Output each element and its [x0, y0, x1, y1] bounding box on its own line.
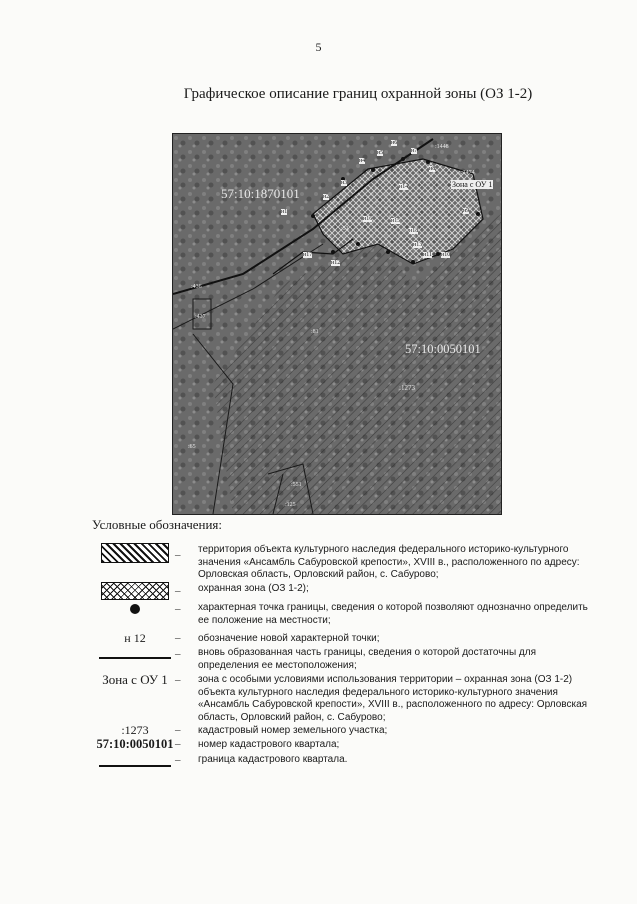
point-label: н10 — [441, 252, 451, 258]
point-label: н5 — [377, 150, 384, 156]
boundary-line-icon — [99, 657, 171, 659]
legend-title: Условные обозначения: — [92, 517, 223, 532]
point-label: н9 — [463, 208, 470, 214]
parcel-label: :65 — [188, 444, 196, 450]
quarter-label-1: 57:10:1870101 — [221, 186, 300, 201]
parcel-label: :1474 — [461, 170, 475, 176]
point-label: н7 — [411, 148, 418, 154]
parcel-label: :436 — [191, 284, 202, 290]
hatch-swatch-icon — [101, 543, 169, 563]
cadastral-map — [172, 133, 502, 515]
point-label: н12 — [331, 260, 341, 266]
parcel-label: :551 — [291, 482, 302, 488]
page-number: 5 — [315, 40, 322, 54]
parcel-label: :125 — [285, 502, 296, 508]
crosshatch-swatch-icon — [101, 582, 169, 600]
point-label: н6 — [391, 140, 398, 146]
point-label: н13 — [413, 242, 423, 248]
point-label: н17 — [303, 252, 313, 258]
zone-label: Зона с ОУ 1 — [452, 180, 493, 189]
point-dot-icon — [130, 604, 140, 614]
parcel-label: :437 — [195, 314, 206, 320]
point-label: н4 — [359, 158, 366, 164]
point-label: н8 — [429, 166, 436, 172]
point-label: н3 — [341, 180, 348, 186]
point-label: н1 — [281, 209, 288, 215]
parcel-label: :51 — [341, 226, 349, 232]
parcel-label: :81 — [311, 329, 319, 335]
point-label: н15 — [391, 218, 401, 224]
parcel-label: :1448 — [435, 144, 449, 150]
point-label: н16 — [363, 216, 373, 222]
quarter-label-2: 57:10:0050101 — [405, 342, 481, 356]
quarter-boundary-line-icon — [99, 765, 171, 767]
point-label: н2 — [323, 194, 330, 200]
page-title: Графическое описание границ охранной зоны (ОЗ 1-2) — [183, 86, 533, 102]
point-label: н14 — [399, 184, 409, 190]
point-label: н18 — [409, 228, 419, 234]
parcel-label: :1273 — [399, 384, 415, 392]
point-label: н11 — [423, 252, 432, 258]
